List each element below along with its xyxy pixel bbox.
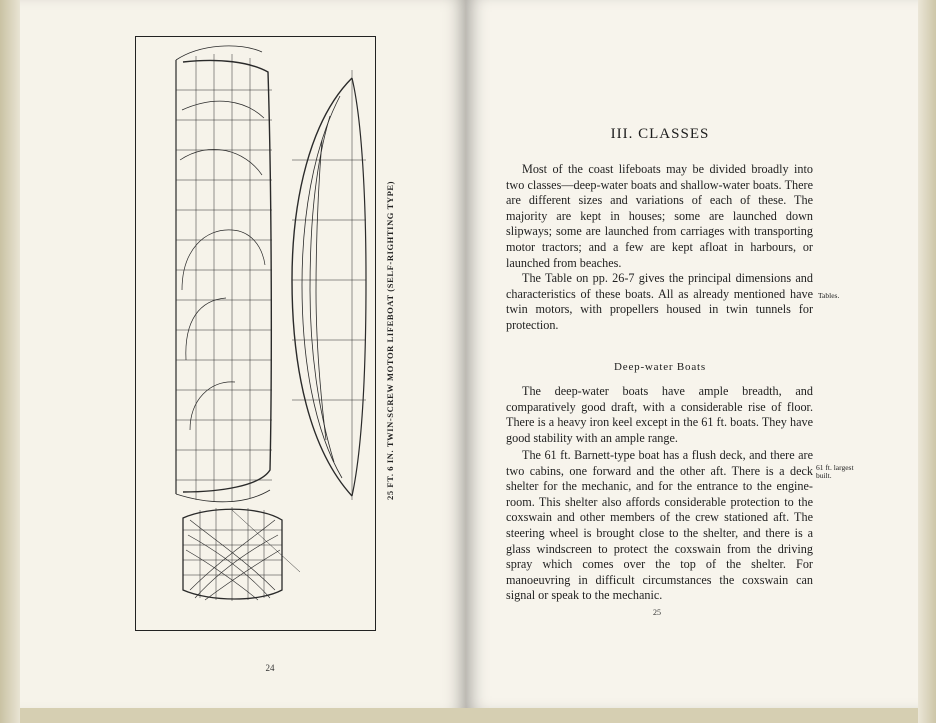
page-number-right: 25 <box>653 608 661 617</box>
profile-curves <box>180 101 265 430</box>
paragraph <box>506 384 813 446</box>
paragraph-text: The deep-water boats have ample breadth, and comparatively good draft, with a considerable rise of floor. There is a heavy iron keel except in the 61 ft. boats. They have good stability with an ample range. <box>506 384 813 445</box>
plate-caption: 25 FT. 6 IN. TWIN-SCREW MOTOR LIFEBOAT (SELF-RIGHTING TYPE) <box>385 180 395 500</box>
section-heading: Deep-water Boats <box>614 361 706 373</box>
chapter-title: III. CLASSES <box>610 126 710 142</box>
half-breadth-plan <box>292 70 366 500</box>
page-number-left: 24 <box>265 663 275 673</box>
paragraph-text: The Table on pp. 26-7 gives the principal dimensions and characteristics of these boats. All as already mentioned have twin motors, with propellers housed in twin tunnels for protection. <box>506 271 813 332</box>
margin-note-largest-built: 61 ft. largest built. <box>816 463 854 480</box>
margin-note-tables: Tables. <box>818 291 840 300</box>
body-plan <box>183 507 300 601</box>
profile-plan <box>176 46 271 502</box>
paragraph-text: The 61 ft. Barnett-type boat has a flush deck, and there are two cabins, one forward and the other aft. There is a deck shelter for the mechanic, and for the entrance to the engine-room. This shelter also affords considerable protection to the coxswain and other members of the crew stationed aft. The steering wheel is brought close to the shelter, and there is a glass windscreen to protect the coxswain from the driving spray which comes over the top of the shelter. For manoeuvring in difficult circumstances the coxswain can signal or speak to the mechanic. <box>506 448 813 603</box>
paragraph <box>506 162 813 271</box>
profile-grid <box>176 54 272 502</box>
paragraph-text: Most of the coast lifeboats may be divided broadly into two classes—deep-water boats and shallow-water boats. There are different sizes and variations of each of these. The majority are kept in houses; some are launched down slipways; some are launched from carriages with transporting motor tractors; and a few are kept afloat in harbours, or launched from beaches. <box>506 162 813 270</box>
paragraph <box>506 448 813 604</box>
paragraph <box>506 271 813 333</box>
